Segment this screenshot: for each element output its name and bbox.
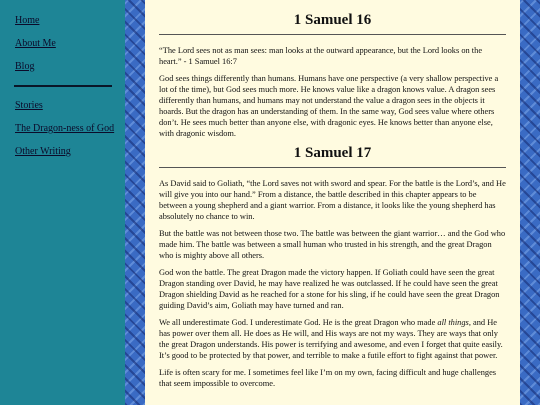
nav-link-other-writing[interactable]: Other Writing <box>15 146 71 157</box>
paragraph-text: , and He has power over them all. He does as He will, and His ways are not my ways. They are ways that only the great Dragon understands. His power is terrifying and awesome, and even I forget that quite easily. It’s good to be protected by that power, and terrible to make a futile effort to fight against that power. <box>159 318 503 360</box>
chapter-title-16: 1 Samuel 16 <box>159 12 506 35</box>
nav-link-blog[interactable]: Blog <box>15 61 35 72</box>
paragraph-text: We all underestimate God. I underestimate God. He is the great Dragon who made <box>159 318 438 327</box>
paragraph: Life is often scary for me. I sometimes feel like I’m on my own, facing difficult and huge challenges that seem impossible to overcome. <box>159 368 497 388</box>
nav-link-about-me[interactable]: About Me <box>15 38 56 49</box>
decorative-border-left <box>125 0 145 405</box>
nav-link-dragon-ness-of-god[interactable]: The Dragon-ness of God <box>15 123 115 134</box>
paragraph: But the battle was not between those two. The battle was between the giant warrior… and the God who made him. The battle was between a small human who trusted in his strength, and the great Dragon who is mighty above all others. <box>159 229 506 260</box>
paragraph <box>159 317 506 361</box>
emphasis-text: all things <box>437 318 469 327</box>
paragraph: As David said to Goliath, “the Lord saves not with sword and spear. For the battle is the Lord’s, and He will give you into our hand.” From a distance, the battle described in this chapter appears to be between a young shepherd and a giant warrior. From a distance, it looks like the young shepherd has absolutely no chance to win. <box>159 179 506 221</box>
nav-link-stories[interactable]: Stories <box>15 100 43 111</box>
decorative-border-right <box>520 0 540 405</box>
sidebar <box>0 0 125 405</box>
paragraph: God sees things differently than humans. Humans have one perspective (a very shallow perspective a lot of the time), but God sees much more. He knows value like a dragon knows value. A dragon sees differently than humans, and humans may not understand the value a dragon sees in the objects it hoards. But the dragon has an understanding of them. In the same way, God sees value where others don’t. He sees much better than anyone else, with dragonic eyes. He knows better than anyone else, with dragonic wisdom. <box>159 74 499 138</box>
nav-link-home[interactable]: Home <box>15 15 40 26</box>
chapter-title-17: 1 Samuel 17 <box>159 145 506 168</box>
nav-divider <box>14 85 112 87</box>
scripture-quote: “The Lord sees not as man sees: man looks at the outward appearance, but the Lord looks on the heart.” - 1 Samuel 16:7 <box>159 46 483 66</box>
article <box>145 0 520 389</box>
paragraph: God won the battle. The great Dragon made the victory happen. If Goliath could have seen the great Dragon standing over David, he may have realized he was outclassed. If he could have seen the great Dragon shielding David as he reached for a stone for his sling, if he could have seen the great Dragon guiding David’s aim, Goliath may have turned and ran. <box>159 268 500 310</box>
main-content <box>145 0 520 405</box>
